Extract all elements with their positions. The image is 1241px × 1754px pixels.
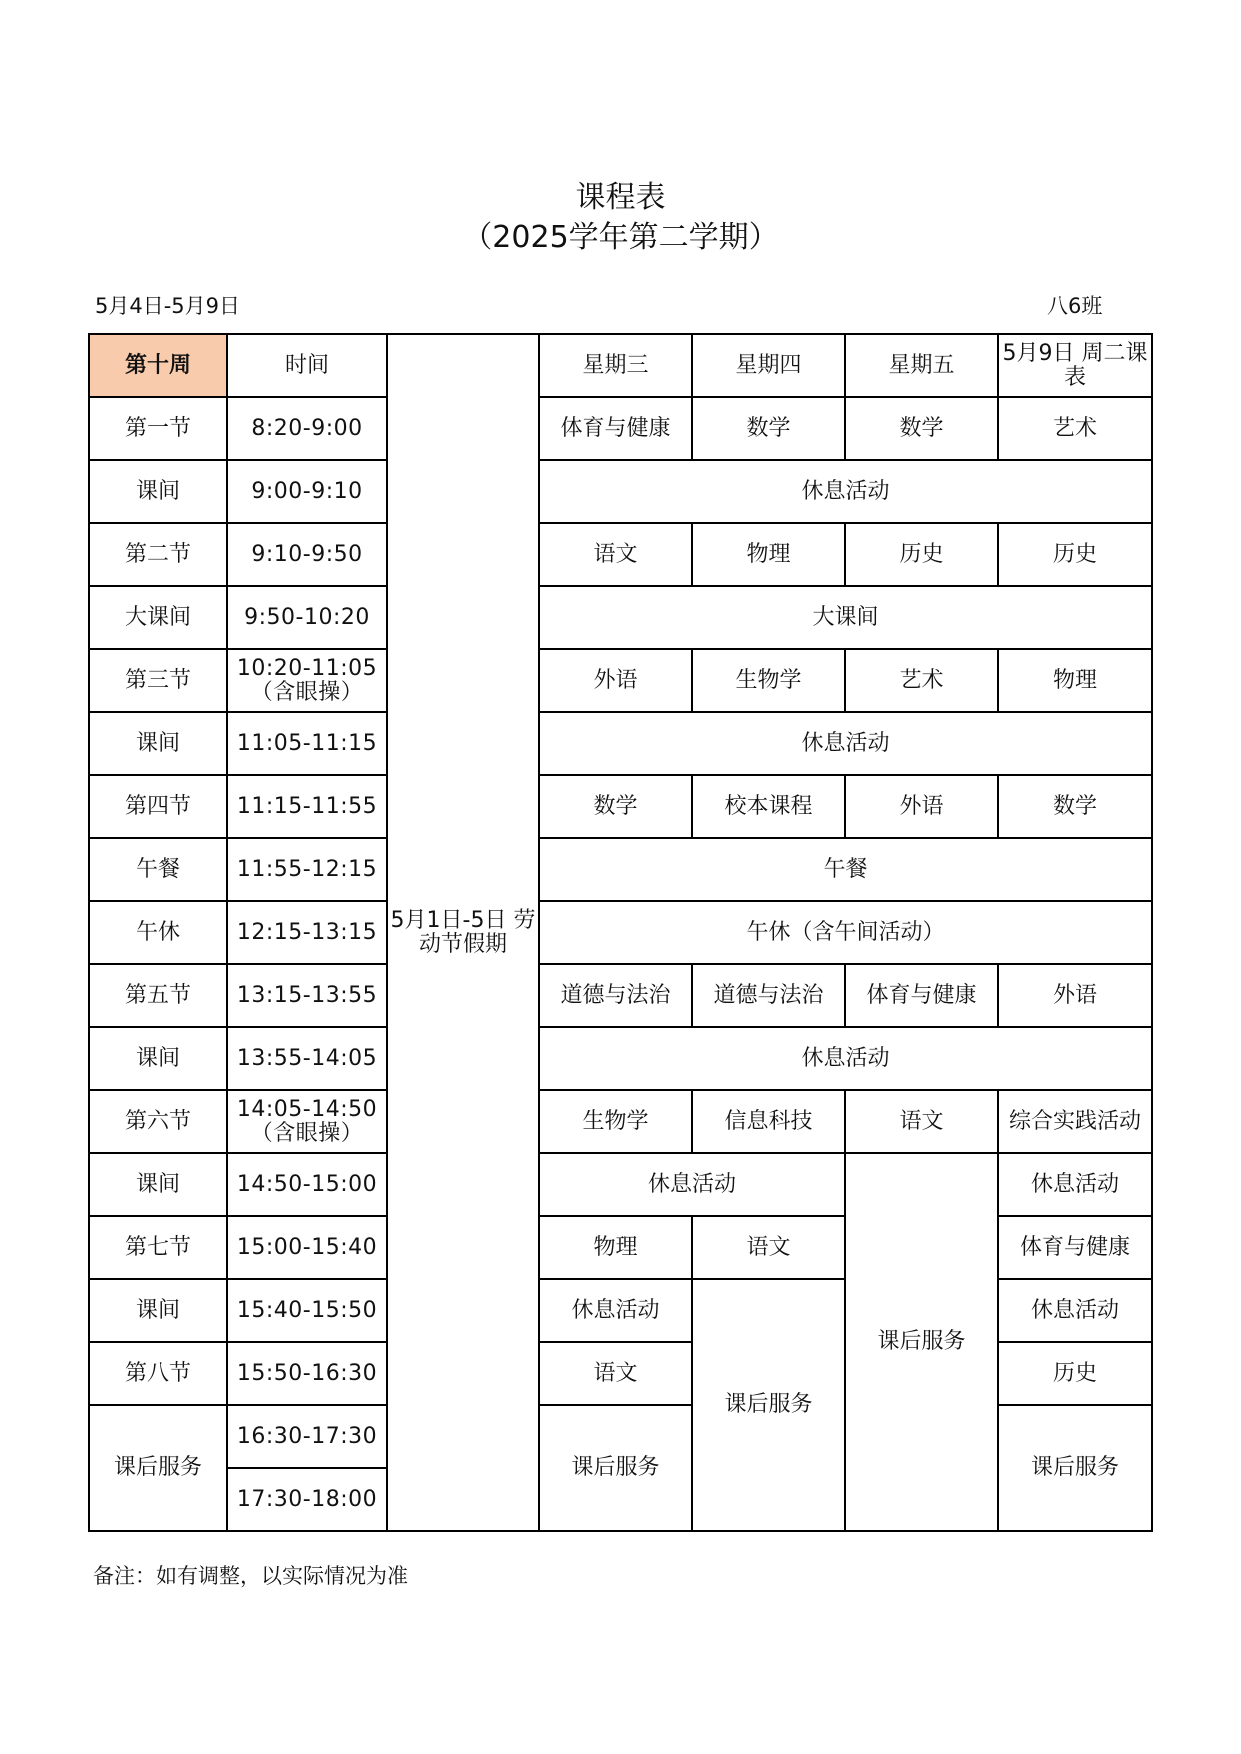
table-row	[89, 712, 1152, 775]
cell-tue: 体育与健康	[998, 1216, 1152, 1279]
period-label: 第三节	[89, 649, 227, 712]
cell-tue: 历史	[998, 1342, 1152, 1405]
time-header: 时间	[227, 334, 387, 397]
cell-wed: 课后服务	[539, 1405, 692, 1531]
class-name: 八6班	[1047, 294, 1103, 318]
period-time: 9:50-10:20	[227, 586, 387, 649]
cell-thu: 物理	[692, 523, 845, 586]
header-fri: 星期五	[845, 334, 998, 397]
cell-thu: 道德与法治	[692, 964, 845, 1027]
cell-thu: 校本课程	[692, 775, 845, 838]
period-time: 9:10-9:50	[227, 523, 387, 586]
table-row	[89, 460, 1152, 523]
period-time: 11:05-11:15	[227, 712, 387, 775]
table-row	[89, 838, 1152, 901]
header-thu: 星期四	[692, 334, 845, 397]
table-row	[89, 1027, 1152, 1090]
cell-wed: 生物学	[539, 1090, 692, 1153]
merged-cell: 休息活动	[539, 1027, 1152, 1090]
period-time: 11:15-11:55	[227, 775, 387, 838]
table-row	[89, 649, 1152, 712]
cell-tue: 物理	[998, 649, 1152, 712]
cell-tue: 外语	[998, 964, 1152, 1027]
period-label: 午餐	[89, 838, 227, 901]
cell-wed: 语文	[539, 1342, 692, 1405]
cell-wed: 语文	[539, 523, 692, 586]
period-time: 16:30-17:30	[227, 1405, 387, 1468]
cell-wed: 外语	[539, 649, 692, 712]
date-range: 5月4日-5月9日	[95, 294, 241, 318]
period-label: 课间	[89, 712, 227, 775]
cell-tue: 历史	[998, 523, 1152, 586]
period-time: 14:05-14:50 （含眼操）	[227, 1090, 387, 1153]
period-time: 13:15-13:55	[227, 964, 387, 1027]
page-subtitle: （2025学年第二学期）	[462, 220, 779, 255]
cell-fri: 体育与健康	[845, 964, 998, 1027]
period-time: 13:55-14:05	[227, 1027, 387, 1090]
merged-cell: 午休（含午间活动）	[539, 901, 1152, 964]
cell-thu: 语文	[692, 1216, 845, 1279]
cell-wed: 物理	[539, 1216, 692, 1279]
table-row	[89, 775, 1152, 838]
period-time: 9:00-9:10	[227, 460, 387, 523]
period-time: 15:40-15:50	[227, 1279, 387, 1342]
cell-tue: 数学	[998, 775, 1152, 838]
table-row	[89, 1090, 1152, 1153]
period-label: 大课间	[89, 586, 227, 649]
table-row	[89, 1153, 1152, 1216]
cell-fri: 艺术	[845, 649, 998, 712]
period-label: 第六节	[89, 1090, 227, 1153]
period-label: 第二节	[89, 523, 227, 586]
period-label: 课间	[89, 1027, 227, 1090]
cell-fri: 数学	[845, 397, 998, 460]
cell-thu: 课后服务	[692, 1279, 845, 1531]
merged-cell: 休息活动	[539, 460, 1152, 523]
period-label: 第四节	[89, 775, 227, 838]
period-time: 11:55-12:15	[227, 838, 387, 901]
footnote: 备注：如有调整，以实际情况为准	[93, 1564, 408, 1588]
period-time: 15:00-15:40	[227, 1216, 387, 1279]
period-label: 课间	[89, 1153, 227, 1216]
table-row	[89, 397, 1152, 460]
period-time: 17:30-18:00	[227, 1468, 387, 1531]
merged-cell: 大课间	[539, 586, 1152, 649]
merged-cell: 休息活动	[539, 712, 1152, 775]
header-tue-schedule: 5月9日 周二课表	[998, 334, 1152, 397]
period-label: 午休	[89, 901, 227, 964]
cell-thu: 信息科技	[692, 1090, 845, 1153]
table-row	[89, 523, 1152, 586]
period-time: 8:20-9:00	[227, 397, 387, 460]
header-wed: 星期三	[539, 334, 692, 397]
page-title: 课程表	[575, 180, 666, 215]
period-label: 第五节	[89, 964, 227, 1027]
table-header-row	[89, 334, 1152, 397]
period-time: 14:50-15:00	[227, 1153, 387, 1216]
merged-cell: 休息活动	[539, 1153, 845, 1216]
cell-tue: 课后服务	[998, 1405, 1152, 1531]
cell-wed: 休息活动	[539, 1279, 692, 1342]
cell-fri: 语文	[845, 1090, 998, 1153]
cell-tue: 艺术	[998, 397, 1152, 460]
cell-wed: 数学	[539, 775, 692, 838]
period-time: 12:15-13:15	[227, 901, 387, 964]
period-label: 第一节	[89, 397, 227, 460]
cell-fri: 历史	[845, 523, 998, 586]
week-header: 第十周	[89, 334, 227, 397]
merged-cell: 午餐	[539, 838, 1152, 901]
cell-thu: 数学	[692, 397, 845, 460]
period-label: 课后服务	[89, 1405, 227, 1531]
cell-tue: 综合实践活动	[998, 1090, 1152, 1153]
period-label: 第八节	[89, 1342, 227, 1405]
cell-wed: 体育与健康	[539, 397, 692, 460]
period-label: 课间	[89, 460, 227, 523]
period-time: 10:20-11:05 （含眼操）	[227, 649, 387, 712]
schedule-table	[88, 333, 1153, 1532]
table-row	[89, 586, 1152, 649]
period-label: 课间	[89, 1279, 227, 1342]
holiday-cell: 5月1日-5日 劳动节假期	[387, 334, 539, 1531]
period-time: 15:50-16:30	[227, 1342, 387, 1405]
period-label: 第七节	[89, 1216, 227, 1279]
cell-wed: 道德与法治	[539, 964, 692, 1027]
cell-tue: 休息活动	[998, 1279, 1152, 1342]
cell-fri: 课后服务	[845, 1153, 998, 1531]
cell-fri: 外语	[845, 775, 998, 838]
cell-thu: 生物学	[692, 649, 845, 712]
cell-tue: 休息活动	[998, 1153, 1152, 1216]
table-row	[89, 901, 1152, 964]
table-row	[89, 964, 1152, 1027]
